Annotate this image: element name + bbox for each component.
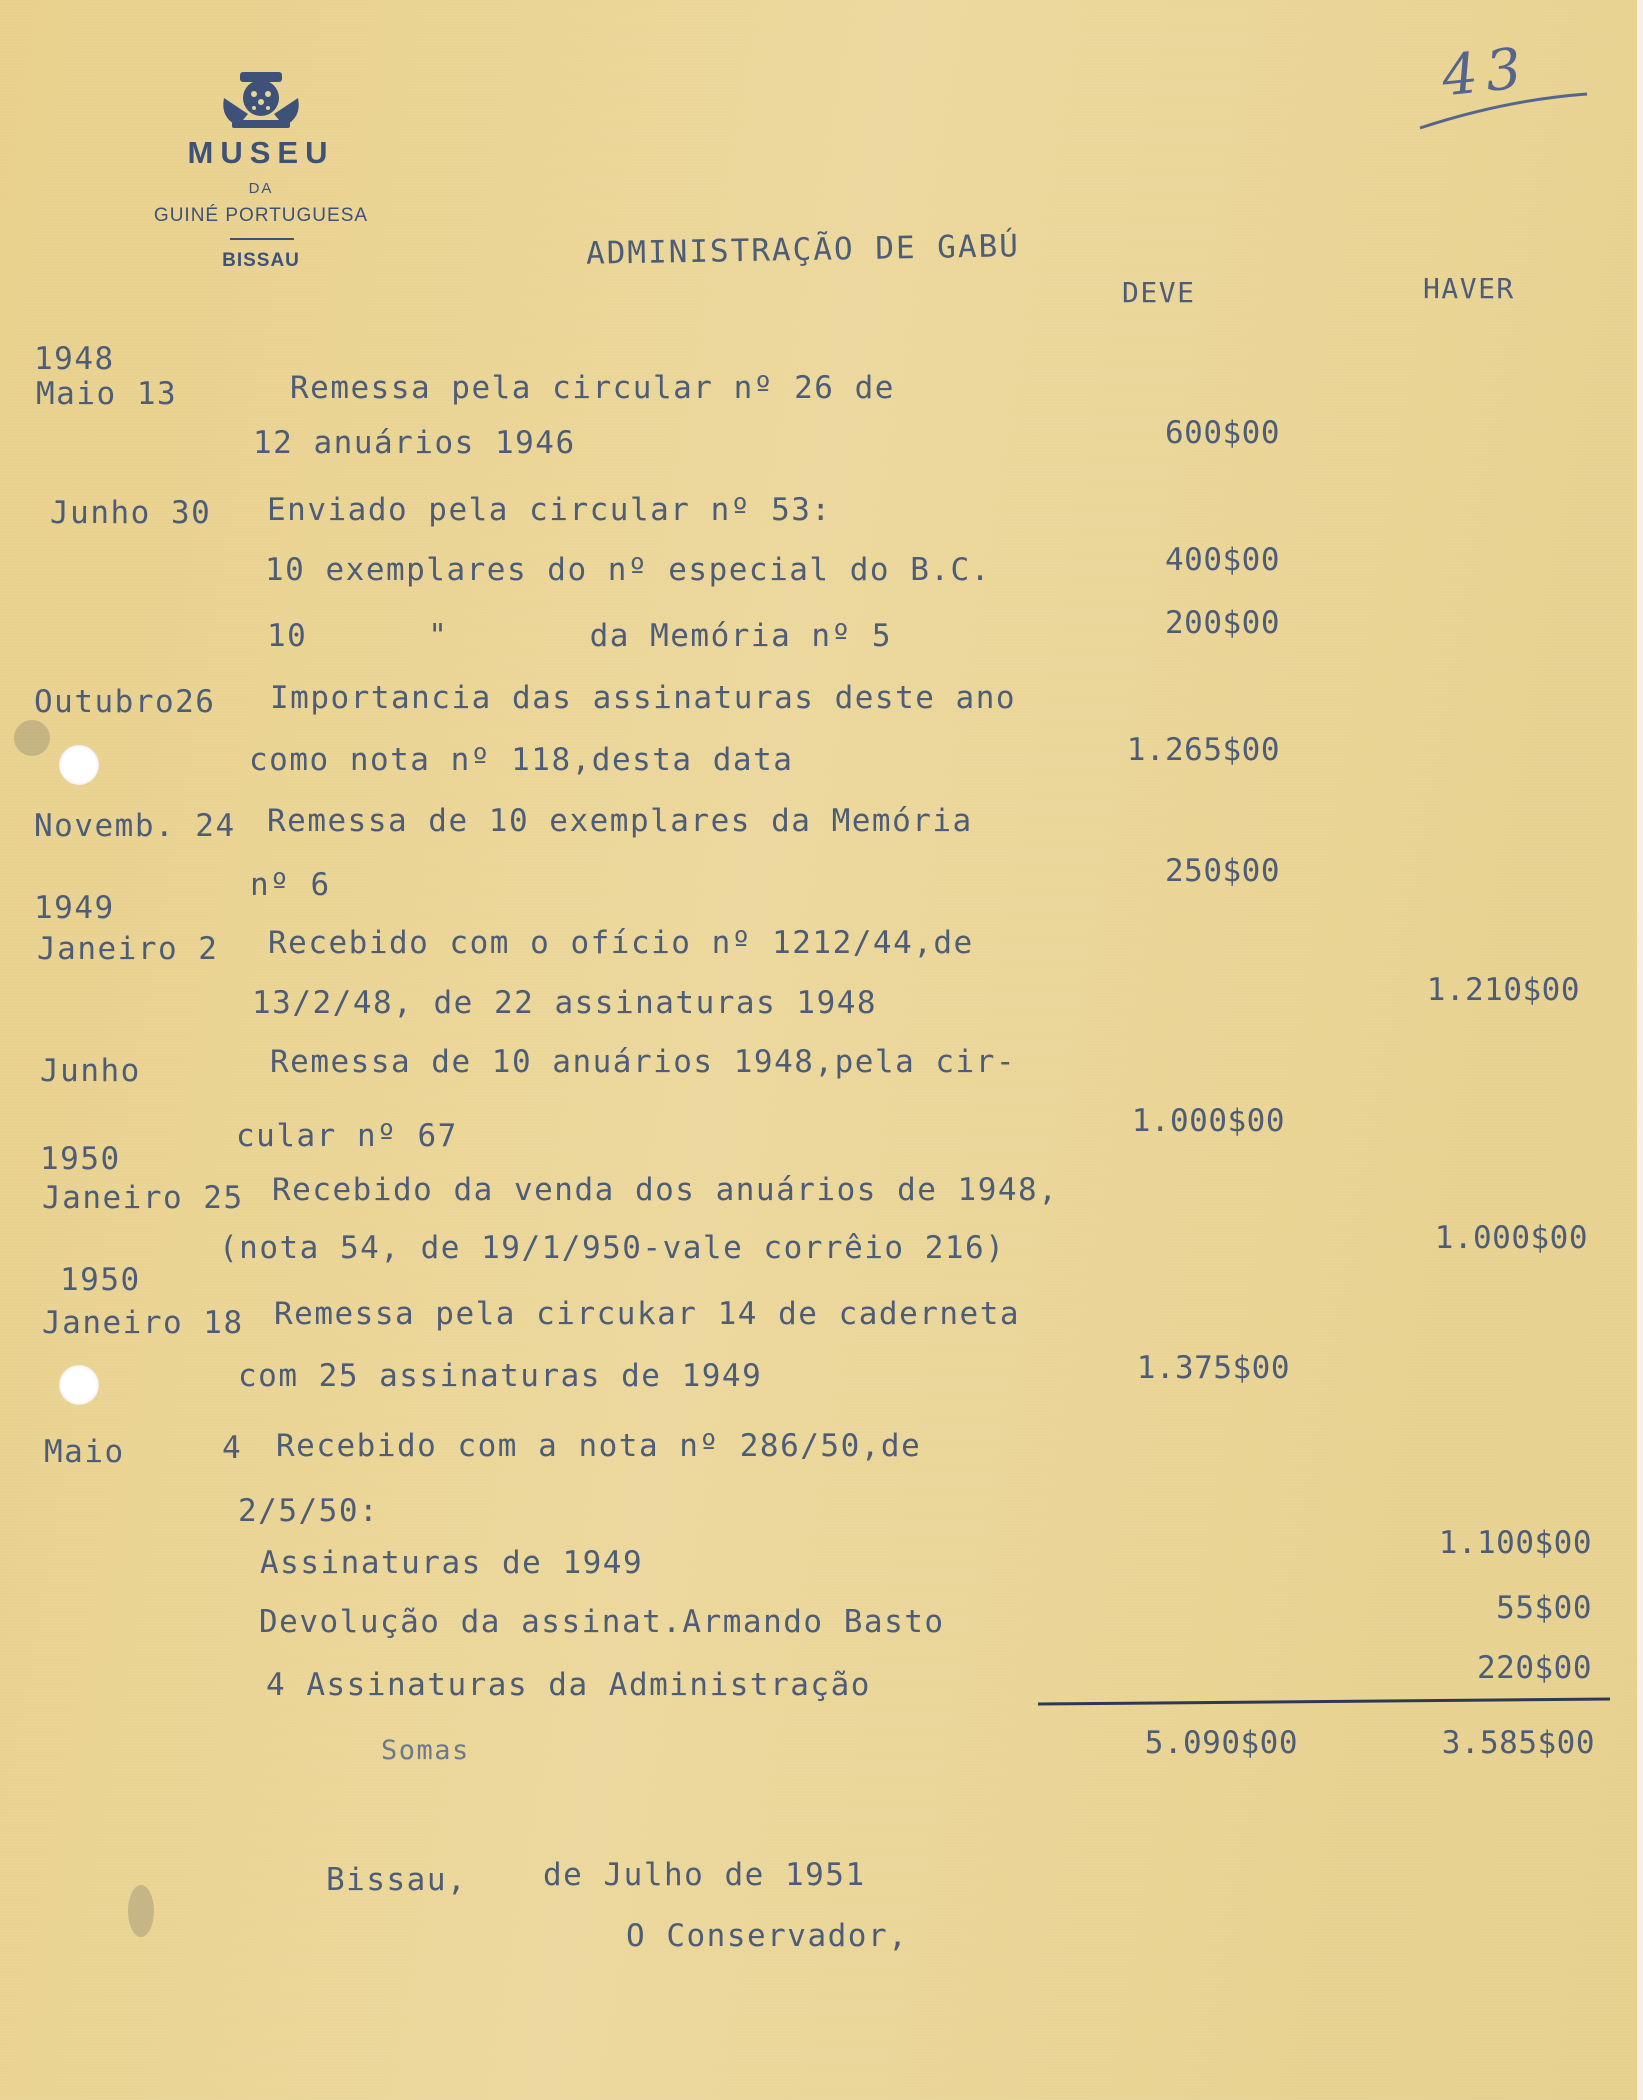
entry-debit: 1.000$00: [1131, 1103, 1285, 1139]
paper-edge: [1637, 0, 1643, 2100]
entry-description-line: 2/5/50:: [238, 1493, 380, 1529]
stain-mark: [14, 720, 50, 756]
page-number: 43: [1438, 35, 1533, 110]
entry-date: Maio: [44, 1434, 125, 1470]
entry-description-line: Enviado pela circular nº 53:: [267, 492, 832, 528]
entry-year: 1948: [34, 341, 115, 377]
column-header-deve: DEVE: [1122, 276, 1196, 309]
stain-mark: [128, 1885, 154, 1937]
entry-description-line: Remessa pela circukar 14 de caderneta: [274, 1296, 1021, 1332]
entry-credit: 220$00: [1477, 1650, 1592, 1686]
entry-debit: 200$00: [1165, 605, 1280, 641]
entry-date: Junho: [40, 1053, 141, 1089]
entry-description-line: Importancia das assinaturas deste ano: [270, 680, 1017, 716]
entry-description-line: 4 Assinaturas da Administração: [266, 1667, 871, 1703]
closing-place: Bissau,: [326, 1862, 468, 1898]
entry-credit: 1.000$00: [1434, 1220, 1588, 1256]
totals-credit: 3.585$00: [1441, 1725, 1595, 1761]
punch-hole: [59, 745, 99, 785]
entry-debit: 250$00: [1165, 853, 1280, 889]
entry-credit: 55$00: [1496, 1590, 1592, 1626]
entry-credit: 1.210$00: [1426, 972, 1580, 1008]
totals-rule: [1038, 1698, 1610, 1706]
entry-date: Outubro26: [34, 684, 216, 720]
entry-year: 1950: [40, 1141, 121, 1177]
entry-description-line: 10 exemplares do nº especial do B.C.: [265, 552, 991, 588]
entry-description-line: Recebido com o ofício nº 1212/44,de: [268, 925, 974, 961]
page-title: ADMINISTRAÇÃO DE GABÚ: [585, 228, 1021, 272]
entry-description-line: Recebido da venda dos anuários de 1948,: [272, 1172, 1059, 1208]
entry-description-line: 13/2/48, de 22 assinaturas 1948: [252, 985, 878, 1021]
entry-day: 4: [222, 1430, 243, 1466]
letterhead-country: GUINÉ PORTUGUESA: [153, 205, 369, 226]
page-number-underline: [1415, 80, 1595, 140]
letterhead-museum: MUSEU: [187, 135, 335, 170]
entry-date: Junho 30: [50, 495, 212, 531]
letterhead-divider: [230, 238, 294, 240]
letterhead-da: DA: [248, 180, 274, 197]
totals-label: Somas: [381, 1735, 470, 1766]
entry-debit: 1.265$00: [1126, 732, 1280, 768]
entry-year: 1949: [34, 890, 115, 926]
entry-description-line: (nota 54, de 19/1/950-vale corrêio 216): [219, 1230, 1006, 1266]
entry-credit: 1.100$00: [1438, 1525, 1592, 1561]
closing-date: de Julho de 1951: [543, 1857, 866, 1893]
entry-date: Novemb. 24: [34, 808, 236, 844]
entry-date: Janeiro 2: [37, 931, 219, 967]
entry-debit: 400$00: [1165, 542, 1280, 578]
closing-signature: O Conservador,: [626, 1918, 909, 1954]
entry-year: 1950: [60, 1262, 141, 1298]
entry-description-line: Remessa de 10 exemplares da Memória: [267, 803, 973, 839]
entry-date: Janeiro 18: [42, 1305, 244, 1341]
entry-date: Maio 13: [36, 376, 178, 412]
entry-description-line: como nota nº 118,desta data: [249, 742, 794, 778]
entry-date: Janeiro 25: [42, 1180, 244, 1216]
entry-description-line: Assinaturas de 1949: [260, 1545, 644, 1581]
totals-debit: 5.090$00: [1144, 1725, 1298, 1761]
column-header-haver: HAVER: [1423, 272, 1515, 305]
entry-description-line: nº 6: [250, 867, 331, 903]
entry-description-line: 10 " da Memória nº 5: [267, 618, 893, 654]
entry-description-line: Devolução da assinat.Armando Basto: [259, 1604, 945, 1640]
entry-debit: 600$00: [1165, 415, 1280, 451]
entry-description-line: cular nº 67: [236, 1118, 458, 1154]
entry-description-line: Remessa pela circular nº 26 de: [290, 370, 895, 406]
letterhead-city: BISSAU: [222, 250, 300, 271]
entry-description-line: com 25 assinaturas de 1949: [238, 1358, 763, 1394]
entry-debit: 1.375$00: [1136, 1350, 1290, 1386]
entry-description-line: Recebido com a nota nº 286/50,de: [276, 1428, 922, 1464]
coat-of-arms-icon: [218, 68, 304, 130]
entry-description-line: 12 anuários 1946: [253, 425, 576, 461]
entry-description-line: Remessa de 10 anuários 1948,pela cir-: [270, 1044, 1017, 1080]
punch-hole: [59, 1365, 99, 1405]
